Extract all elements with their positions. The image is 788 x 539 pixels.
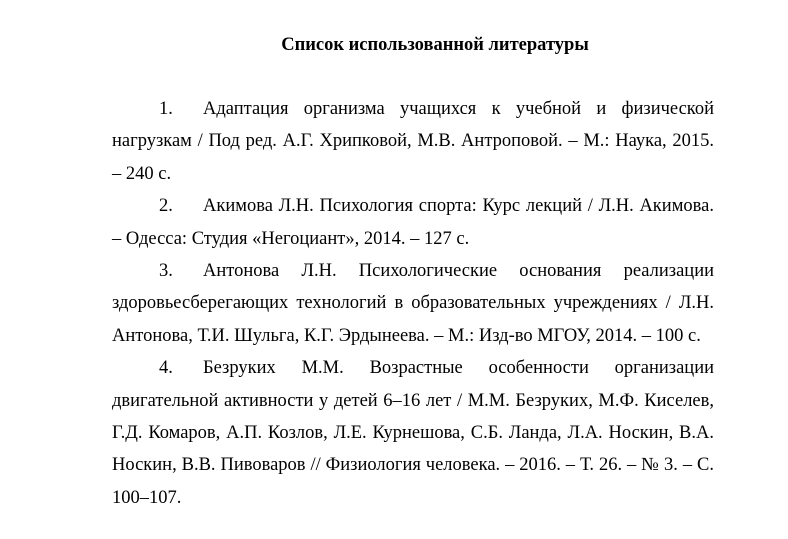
reference-text: Акимова Л.Н. Психология спорта: Курс лекций / Л.Н. Акимова. – Одесса: Студия «Негоциант», 2014. – 127 с. xyxy=(112,196,714,249)
reference-text: Антонова Л.Н. Психологические основания реализации здоровьесберегающих технологий в образовательных учреждениях / Л.Н. Антонова, Т.И. Шульга, К.Г. Эрдынеева. – М.: Изд-во МГОУ, 2014. – 100 с. xyxy=(112,261,714,346)
reference-number: 2. xyxy=(159,196,173,217)
document-title: Список использованной литературы xyxy=(281,35,589,55)
reference-text: Безруких М.М. Возрастные особенности организации двигательной активности у детей 6–16 лет / М.М. Безруких, М.Ф. Киселев, Г.Д. Комаров, А.П. Козлов, Л.Е. Курнешова, С.Б. Ланда, Л.А. Носкин, В.А. Носкин, В.В. Пивоваров // Физиология человека. – 2016. – Т. 26. – № 3. – С. 100–107. xyxy=(112,358,714,508)
reference-list xyxy=(112,93,714,514)
reference-text: Адаптация организма учащихся к учебной и физической нагрузкам / Под ред. А.Г. Хрипковой, М.В. Антроповой. – М.: Наука, 2015. – 240 с. xyxy=(112,99,714,184)
reference-item xyxy=(112,255,714,352)
reference-item xyxy=(112,190,714,255)
reference-number: 4. xyxy=(159,358,173,379)
reference-item xyxy=(112,93,714,190)
reference-number: 3. xyxy=(159,261,173,282)
reference-number: 1. xyxy=(159,99,173,119)
reference-item xyxy=(112,352,714,514)
